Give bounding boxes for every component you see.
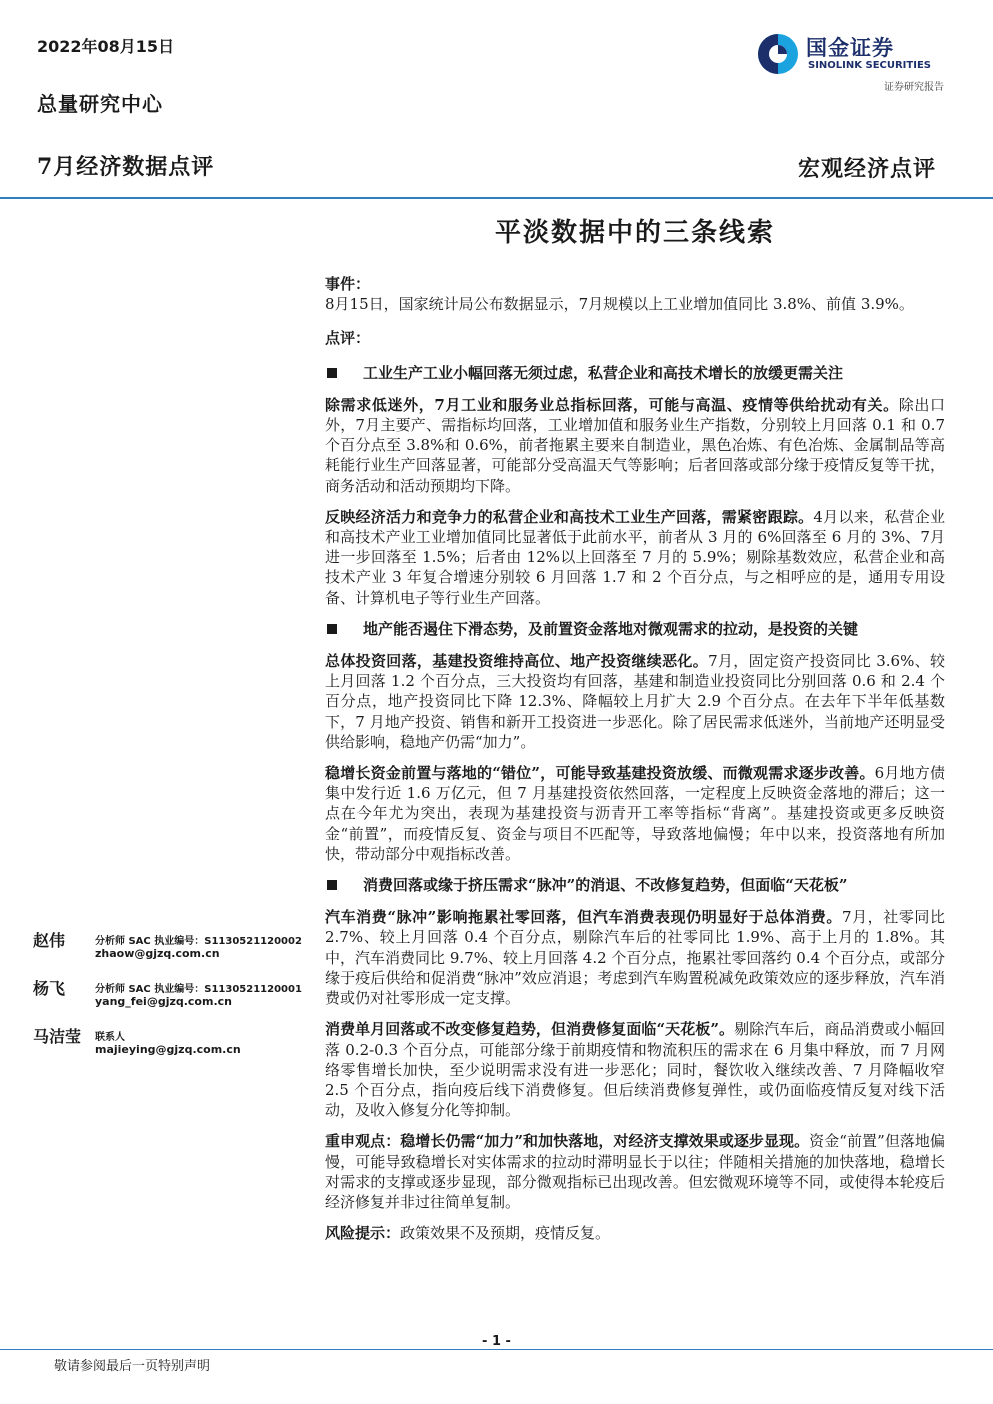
analyst-email[interactable]: yang_fei@gjzq.com.cn xyxy=(95,995,232,1008)
company-logo xyxy=(756,30,946,92)
page-number: - 1 - xyxy=(482,1334,511,1349)
square-bullet-icon xyxy=(327,624,337,634)
key-view-body: 资金“前置”但落地偏慢，可能导致稳增长对实体需求的拉动时滞明显长于以往；伴随相关措施的加快落地，稳增长对需求的支撑或逐步显现，部分微观指标已出现改善。但宏微观环境等不同，或使得本轮疫后经济修复并非过往简单复制。 xyxy=(325,1132,945,1211)
risk-body: 政策效果不及预期，疫情反复。 xyxy=(400,1224,611,1243)
analyst-role: 分析师 SAC 执业编号：S1130521120001 xyxy=(95,984,302,995)
event-body: 8月15日，国家统计局公布数据显示，7月规模以上工业增加值同比 3.8%、前值 3.9%。 xyxy=(325,295,914,314)
square-bullet-icon xyxy=(327,880,337,890)
event-label: 事件： xyxy=(325,275,371,293)
report-date: 2022年08月15日 xyxy=(37,37,175,56)
paragraph-lead: 消费单月回落或不改变修复趋势，但消费修复面临“天花板”。 xyxy=(325,1020,735,1039)
paragraph xyxy=(325,651,945,752)
paragraph-body: 7月，社零同比 2.7%、较上月回落 0.4 个百分点，剔除汽车后的社零同比 1.9%、高于上月的 1.8%。其中，汽车消费同比 9.7%、较上月回落 4.2 个百分点，拖累社零回落约 0.4 个百分点，或部分缘于疫后供给和促消费“脉冲”效应消退；考虑到汽车购置税减免政策效应的逐步释放，汽车消费或仍对社零形成一定支撑。 xyxy=(325,908,945,1008)
paragraph-lead: 反映经济活力和竞争力的私营企业和高技术工业生产回落，需紧密跟踪。 xyxy=(325,507,814,526)
sinolink-logo-icon xyxy=(756,32,800,76)
section-heading xyxy=(325,363,945,383)
analyst-entry xyxy=(33,1024,313,1072)
paragraph xyxy=(325,1019,945,1120)
paragraph-body: 剔除汽车后，商品消费或小幅回落 0.2-0.3 个百分点，可能部分缘于前期疫情和物流积压的需求在 6 月集中释放，而 7 月网络零售增长加快，至少说明需求没有进一步恶化；同时，餐饮收入继续改善、7 月降幅收窄 2.5 个百分点，指向疫后线下消费修复。但后续消费修复弹性，或仍面临疫情反复对线下活动，及收入修复分化等抑制。 xyxy=(325,1020,945,1120)
key-view-paragraph xyxy=(325,1131,945,1212)
section-heading-text: 工业生产工业小幅回落无须过虑，私营企业和高技术增长的放缓更需关注 xyxy=(363,363,844,382)
paragraph xyxy=(325,507,945,608)
review-label: 点评： xyxy=(325,329,371,348)
analyst-name: 杨飞 xyxy=(33,979,66,998)
report-body xyxy=(325,274,945,1254)
paragraph-body: 6月地方债集中发行近 1.6 万亿元，但 7 月基建投资依然回落，一定程度上反映资金落地的滞后；这一点在今年尤为突出，表现为基建投资与沥青开工率等指标“背离”。基建投资或更多反映资金“前置”，而疫情反复、资金与项目不匹配等，导致落地偏慢；年中以来，投资落地有所加快，带动部分中观指标改善。 xyxy=(325,764,945,863)
section-heading xyxy=(325,875,945,895)
report-category: 宏观经济点评 xyxy=(797,156,936,182)
analyst-role: 分析师 SAC 执业编号：S1130521120002 xyxy=(95,936,302,947)
department-name: 总量研究中心 xyxy=(37,92,163,116)
analyst-name: 马洁莹 xyxy=(33,1027,82,1046)
paragraph-lead: 除需求低迷外，7月工业和服务业总指标回落，可能与高温、疫情等供给扰动有关。 xyxy=(325,395,899,414)
section-heading xyxy=(325,619,945,639)
analyst-name: 赵伟 xyxy=(33,931,66,950)
analyst-entry xyxy=(33,976,313,1024)
section-heading-text: 消费回落或缘于挤压需求“脉冲”的消退、不改修复趋势，但面临“天花板” xyxy=(363,876,848,895)
paragraph xyxy=(325,763,945,864)
analyst-list xyxy=(33,928,313,1072)
header-divider xyxy=(0,197,993,199)
logo-english-name: SINOLINK SECURITIES xyxy=(808,60,931,71)
report-subject: 7月经济数据点评 xyxy=(37,154,215,180)
paragraph xyxy=(325,395,945,496)
report-title: 平淡数据中的三条线索 xyxy=(494,218,775,248)
paragraph-lead: 稳增长资金前置与落地的“错位”，可能导致基建投资放缓、而微观需求逐步改善。 xyxy=(325,764,875,783)
paragraph-body: 4月以来，私营企业和高技术产业工业增加值同比显著低于此前水平，前者从 3 月的 6%回落至 6 月的 3%、7月进一步回落至 1.5%；后者由 12%以上回落至 7 月的 5.9%；剔除基数效应，私营企业和高技术产业 3 年复合增速分别较 6 月回落 1.7 和 2 个百分点，与之相呼应的是，通用专用设备、计算机电子等行业生产回落。 xyxy=(325,507,945,607)
section-heading-text: 地产能否遏住下滑态势，及前置资金落地对微观需求的拉动，是投资的关键 xyxy=(363,619,859,638)
paragraph-body: 7月，固定资产投资同比 3.6%、较上月回落 1.2 个百分点，三大投资均有回落，基建和制造业投资同比分别回落 0.6 和 2.4 个百分点，地产投资同比下降 12.3%、降幅较上月扩大 2.9 个百分点。在去年下半年低基数下，7 月地产投资、销售和新开工投资进一步恶化。除了居民需求低迷外，当前地产还明显受供给影响，稳地产仍需“加力”。 xyxy=(325,652,945,751)
risk-paragraph xyxy=(325,1223,945,1243)
square-bullet-icon xyxy=(327,368,337,378)
analyst-email[interactable]: zhaow@gjzq.com.cn xyxy=(95,947,220,960)
analyst-role: 联系人 xyxy=(95,1032,125,1043)
footer-divider xyxy=(0,1349,993,1350)
risk-lead: 风险提示： xyxy=(325,1224,401,1243)
paragraph xyxy=(325,907,945,1008)
analyst-entry xyxy=(33,928,313,976)
paragraph-lead: 汽车消费“脉冲”影响拖累社零回落，但汽车消费表现仍明显好于总体消费。 xyxy=(325,908,842,927)
paragraph-body: 除出口外，7月主要产、需指标均回落，工业增加值和服务业生产指数，分别较上月回落 0.1 和 0.7 个百分点至 3.8%和 0.6%，前者拖累主要来自制造业，黑色冶炼、有色冶炼、金属制品等高耗能行业生产回落显著，可能部分受高温天气等影响；后者回落或部分缘于疫情反复等干扰，商务活动和活动预期均下降。 xyxy=(325,395,945,495)
key-view-lead: 重申观点：稳增长仍需“加力”和加快落地，对经济支撑效果或逐步显现。 xyxy=(325,1132,810,1151)
analyst-email[interactable]: majieying@gjzq.com.cn xyxy=(95,1043,241,1056)
logo-subtitle: 证券研究报告 xyxy=(884,82,944,93)
footer-disclaimer: 敬请参阅最后一页特别声明 xyxy=(54,1359,211,1374)
logo-chinese-name: 国金证券 xyxy=(806,36,894,60)
paragraph-lead: 总体投资回落，基建投资维持高位、地产投资继续恶化。 xyxy=(325,652,709,671)
